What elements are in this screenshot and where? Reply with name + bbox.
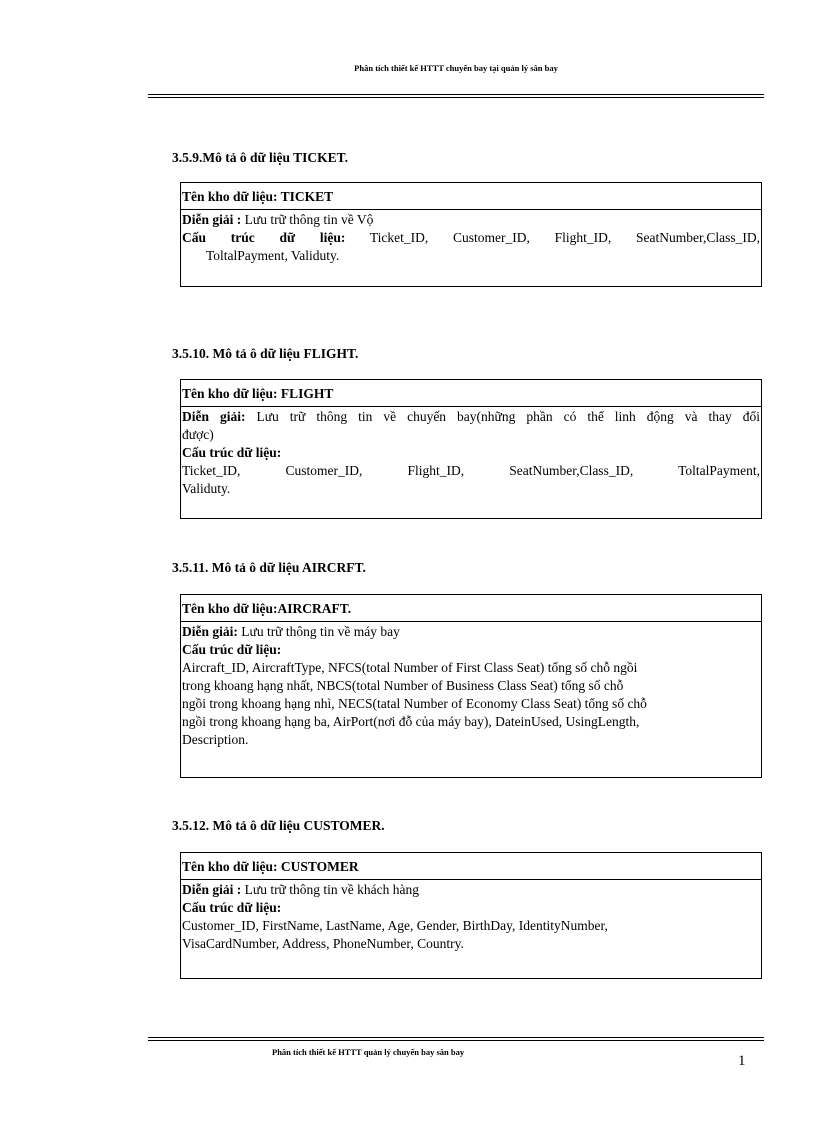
data-store-body bbox=[181, 622, 761, 750]
structure-text-cont: ToltalPayment, Validuty. bbox=[206, 248, 340, 263]
description-line bbox=[182, 211, 760, 229]
description-label: Diễn giải : bbox=[182, 212, 242, 227]
description-text-cont: được) bbox=[182, 427, 214, 442]
section-heading-aircraft: 3.5.11. Mô tả ô dữ liệu AIRCRFT. bbox=[172, 560, 366, 575]
description-label: Diễn giải: bbox=[182, 624, 238, 639]
section-heading-customer: 3.5.12. Mô tả ô dữ liệu CUSTOMER. bbox=[172, 818, 385, 833]
structure-text: Ticket_ID, Customer_ID, Flight_ID, SeatNumber,Class_ID, bbox=[369, 230, 760, 245]
structure-text: trong khoang hạng nhất, NBCS(total Number of Business Class Seat) tổng số chỗ bbox=[182, 678, 624, 693]
description-text: Lưu trữ thông tin về máy bay bbox=[237, 624, 400, 639]
structure-text-cont: Validuty. bbox=[182, 481, 231, 496]
structure-line bbox=[182, 229, 760, 247]
description-line bbox=[182, 408, 760, 426]
structure-label: Cấu trúc dữ liệu: bbox=[182, 900, 282, 915]
structure-label: Cấu trúc dữ liệu: bbox=[182, 445, 282, 460]
data-store-box-ticket bbox=[180, 182, 762, 287]
section-heading-ticket: 3.5.9.Mô tả ô dữ liệu TICKET. bbox=[172, 150, 348, 165]
data-store-box-flight bbox=[180, 379, 762, 519]
data-store-body bbox=[181, 210, 761, 266]
page-footer-title: Phân tích thiết kế HTTT quản lý chuyến bay sân bay bbox=[272, 1047, 465, 1057]
data-store-box-aircraft bbox=[180, 594, 762, 778]
structure-label: Cấu trúc dữ liệu: bbox=[182, 642, 282, 657]
structure-text: Aircraft_ID, AircraftType, NFCS(total Number of First Class Seat) tổng số chỗ ngồi bbox=[182, 660, 638, 675]
structure-text: Ticket_ID, Customer_ID, Flight_ID, SeatNumber,Class_ID, ToltalPayment, bbox=[182, 463, 760, 478]
structure-text: ngồi trong khoang hạng nhì, NECS(tatal Number of Economy Class Seat) tổng số chỗ bbox=[182, 696, 647, 711]
header-divider bbox=[148, 94, 764, 98]
data-store-box-customer bbox=[180, 852, 762, 979]
description-label: Diễn giải : bbox=[182, 882, 242, 897]
structure-text: VisaCardNumber, Address, PhoneNumber, Country. bbox=[182, 936, 464, 951]
description-text: Lưu trữ thông tin về Vộ bbox=[241, 212, 374, 227]
page-header-title: Phân tích thiết kế HTTT chuyến bay tại quản lý sân bay bbox=[354, 63, 558, 73]
structure-label: Cấu trúc dữ liệu: bbox=[182, 230, 346, 245]
data-store-title: Tên kho dữ liệu: CUSTOMER bbox=[181, 853, 761, 880]
structure-text: ngồi trong khoang hạng ba, AirPort(nơi đỗ của máy bay), DateinUsed, UsingLength, bbox=[182, 714, 640, 729]
data-store-body bbox=[181, 880, 761, 954]
data-store-title: Tên kho dữ liệu: FLIGHT bbox=[181, 380, 761, 407]
description-line bbox=[182, 623, 760, 641]
page-number: 1 bbox=[738, 1053, 746, 1069]
footer-divider bbox=[148, 1037, 764, 1041]
structure-text: Customer_ID, FirstName, LastName, Age, Gender, BirthDay, IdentityNumber, bbox=[182, 918, 608, 933]
description-text: Lưu trữ thông tin về chuyến bay(những phần có thể linh động và thay đổi bbox=[245, 409, 761, 424]
data-store-body bbox=[181, 407, 761, 499]
section-heading-flight: 3.5.10. Mô tả ô dữ liệu FLIGHT. bbox=[172, 346, 359, 361]
description-line bbox=[182, 881, 760, 899]
description-label: Diễn giải: bbox=[182, 409, 246, 424]
description-text: Lưu trữ thông tin về khách hàng bbox=[241, 882, 419, 897]
data-store-title: Tên kho dữ liệu:AIRCRAFT. bbox=[181, 595, 761, 622]
data-store-title: Tên kho dữ liệu: TICKET bbox=[181, 183, 761, 210]
structure-text: Description. bbox=[182, 732, 249, 747]
